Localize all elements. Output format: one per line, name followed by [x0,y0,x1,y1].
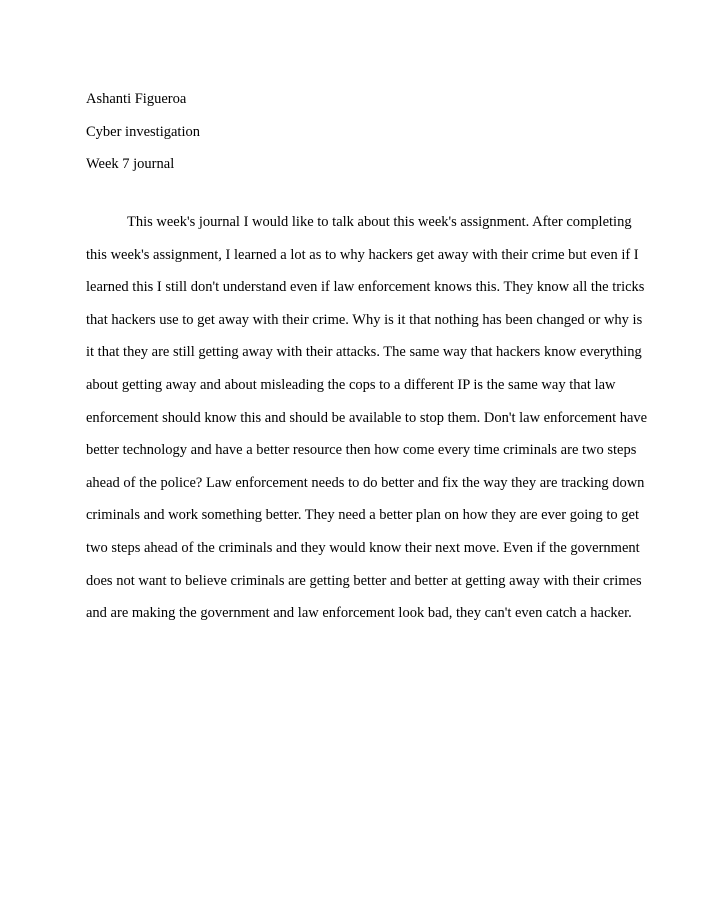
paragraph-line: that hackers use to get away with their crime. Why is it that nothing has been changed or why is [86,311,643,328]
paragraph-line: better technology and have a better resource then how come every time criminals are two steps [86,442,637,459]
paragraph-line: ahead of the police? Law enforcement needs to do better and fix the way they are tracking down [86,474,645,491]
paragraph-line: criminals and work something better. They need a better plan on how they are ever going to get [86,507,639,524]
paragraph-line: learned this I still don't understand even if law enforcement knows this. They know all the tricks [86,279,645,296]
paragraph-line: about getting away and about misleading the cops to a different IP is the same way that law [86,376,616,393]
paragraph-line: This week's journal I would like to talk about this week's assignment. After completing [127,214,632,230]
paragraph-line: does not want to believe criminals are getting better and better at getting away with their crimes [86,572,642,589]
paragraph-line: two steps ahead of the criminals and they would know their next move. Even if the government [86,539,640,556]
paragraph-line: this week's assignment, I learned a lot as to why hackers get away with their crime but even if I [86,246,639,263]
paragraph-line: enforcement should know this and should be available to stop them. Don't law enforcement have [86,409,648,426]
course-name: Cyber investigation [86,123,200,140]
journal-paragraph [86,206,646,630]
paragraph-line: and are making the government and law enforcement look bad, they can't even catch a hacker. [86,605,632,622]
document-header [86,83,646,181]
author-name: Ashanti Figueroa [86,91,187,107]
paragraph-line: it that they are still getting away with their attacks. The same way that hackers know everything [86,344,642,361]
assignment-title: Week 7 journal [86,156,175,172]
